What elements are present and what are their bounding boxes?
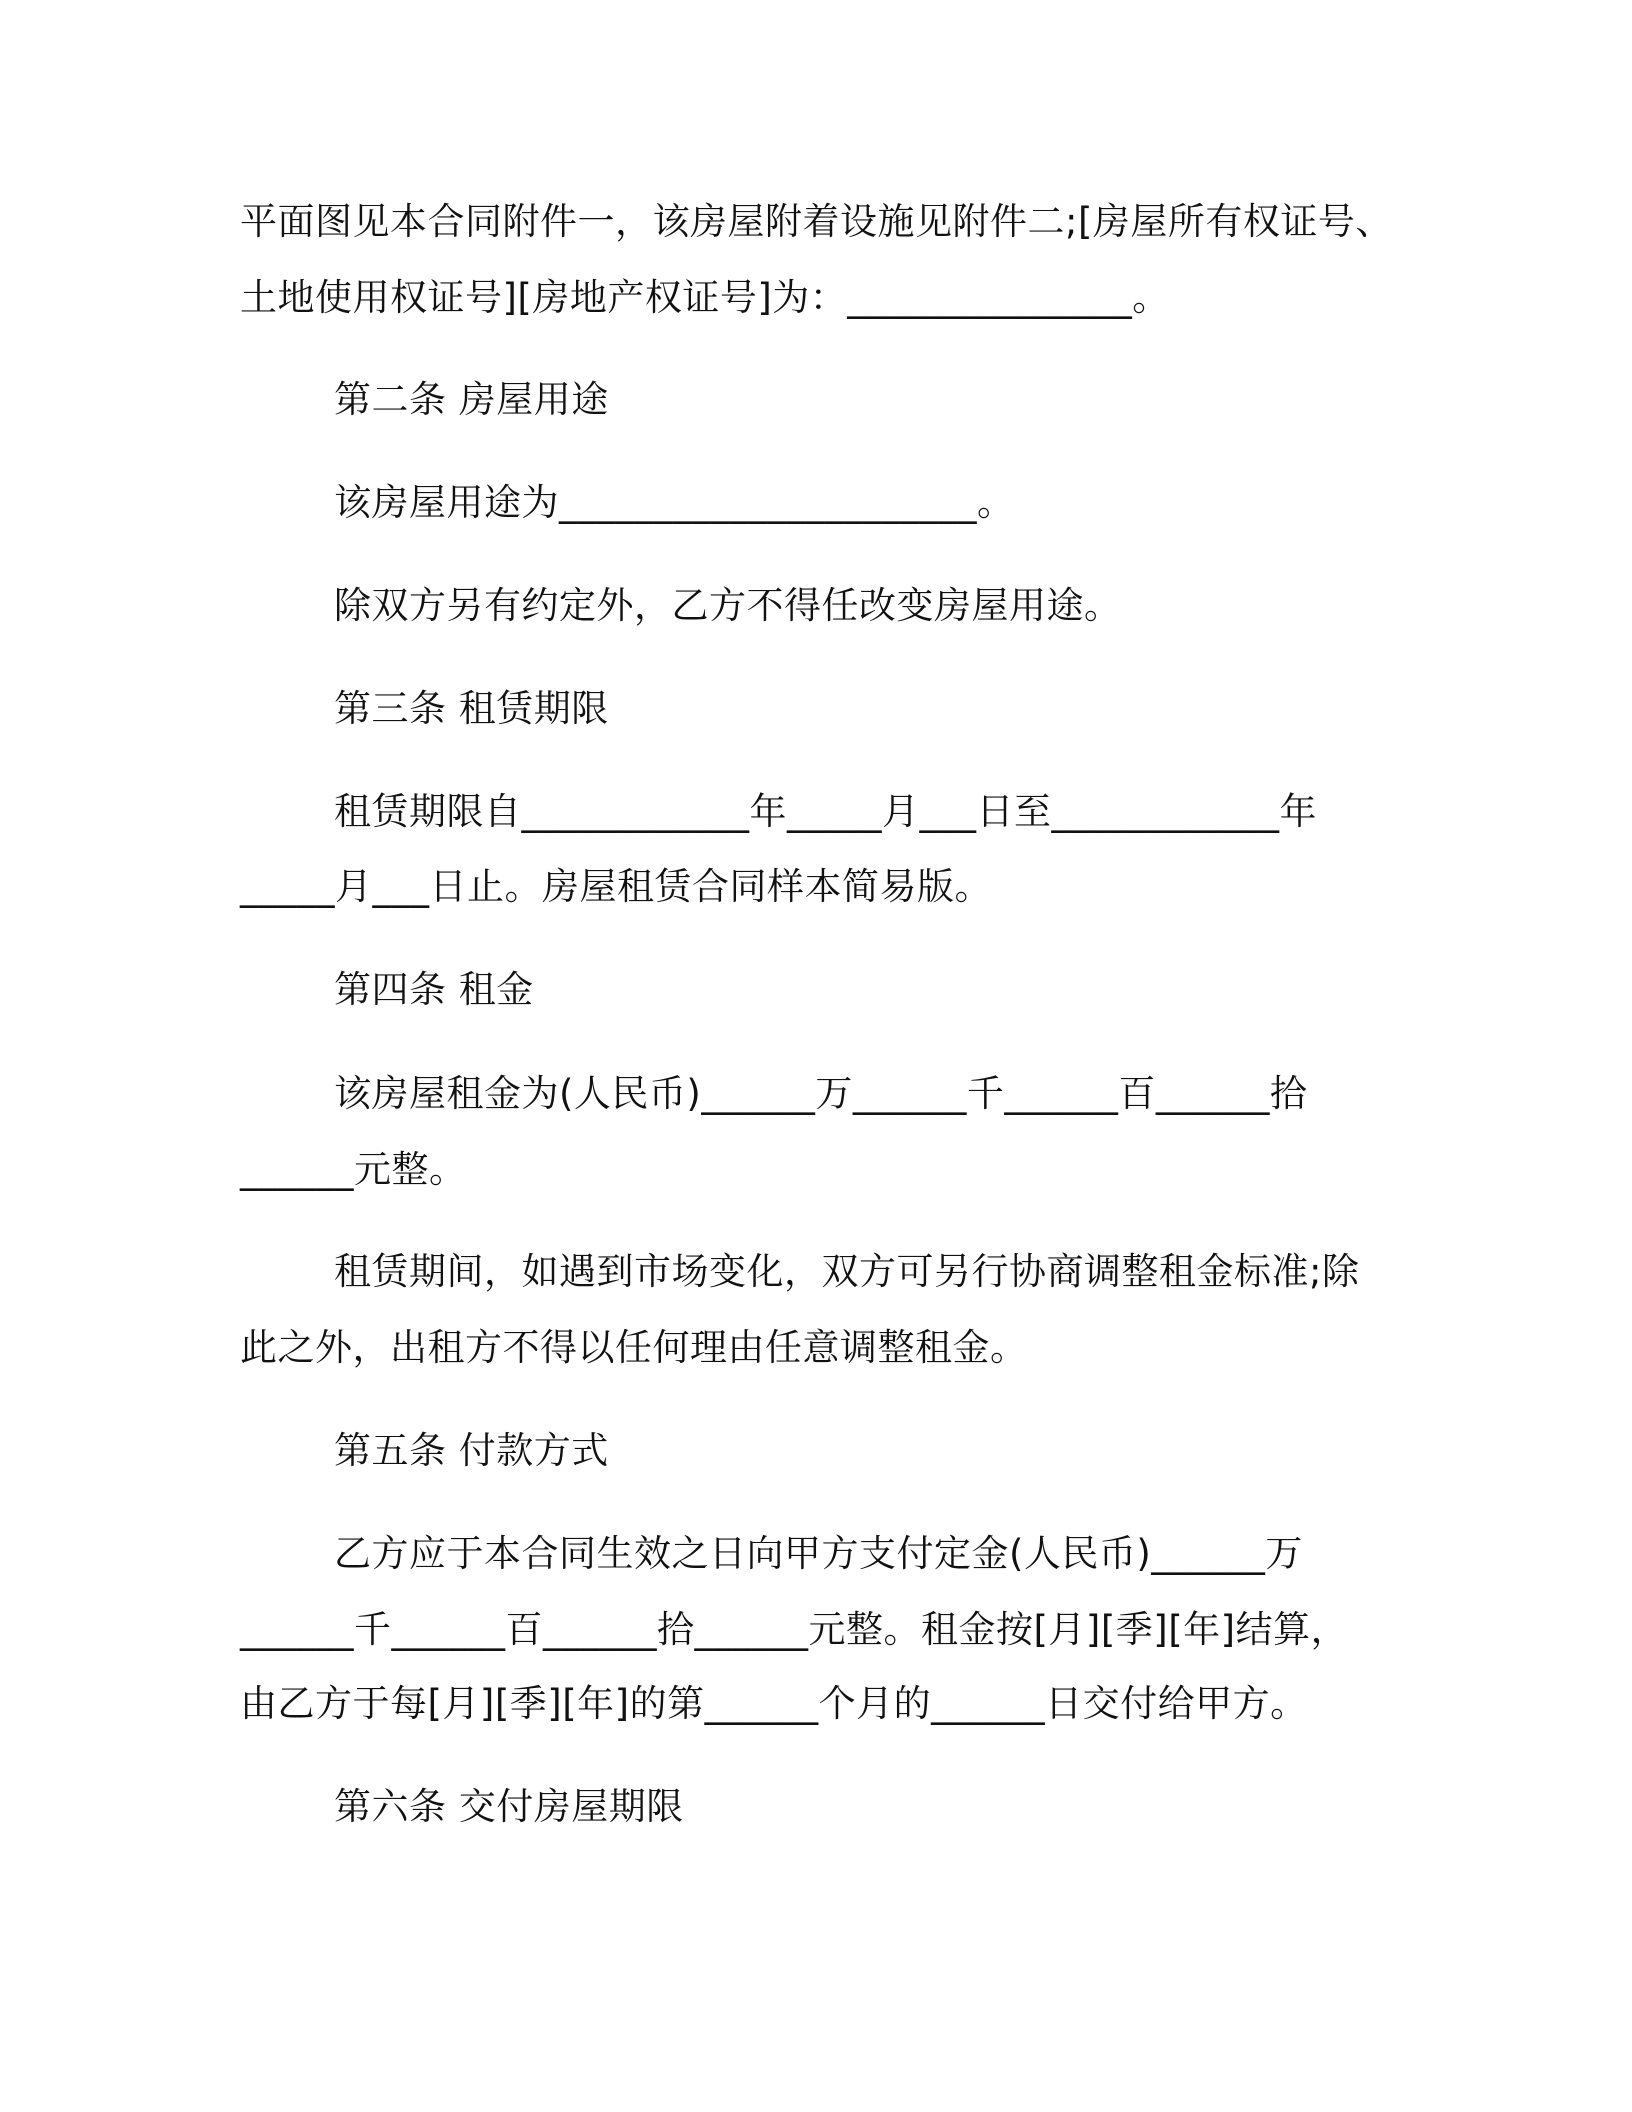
body-text-line: ______千______百______拾______元整。租金按[月][季][年]结算， xyxy=(240,1608,1349,1651)
body-text-line: 该房屋用途为______________________。 xyxy=(334,481,1015,524)
body-text-line: 该房屋租金为(人民币)______万______千______百______拾 xyxy=(334,1072,1308,1115)
article-5-heading: 第五条 付款方式 xyxy=(334,1429,609,1472)
body-text-line: _____月___日止。房屋租赁合同样本简易版。 xyxy=(240,865,992,908)
article-2-heading: 第二条 房屋用途 xyxy=(334,378,609,421)
body-text-line: 乙方应于本合同生效之日向甲方支付定金(人民币)______万 xyxy=(334,1532,1303,1575)
body-text-line: ______元整。 xyxy=(240,1148,467,1191)
article-3-heading: 第三条 租赁期限 xyxy=(334,687,609,730)
body-text-line: 土地使用权证号][房地产权证号]为：_______________。 xyxy=(240,276,1170,319)
article-4-heading: 第四条 租金 xyxy=(334,968,534,1011)
body-text-line: 由乙方于每[月][季][年]的第______个月的______日交付给甲方。 xyxy=(240,1682,1308,1725)
body-text-line: 平面图见本合同附件一，该房屋附着设施见附件二;[房屋所有权证号、 xyxy=(240,200,1393,243)
body-text-line: 租赁期限自____________年_____月___日至____________年 xyxy=(334,790,1317,833)
body-text-line: 此之外，出租方不得以任何理由任意调整租金。 xyxy=(240,1326,1028,1369)
article-6-heading: 第六条 交付房屋期限 xyxy=(334,1785,684,1828)
body-text-line: 除双方另有约定外，乙方不得任改变房屋用途。 xyxy=(334,584,1122,627)
body-text-line: 租赁期间，如遇到市场变化，双方可另行协商调整租金标准;除 xyxy=(334,1250,1360,1293)
